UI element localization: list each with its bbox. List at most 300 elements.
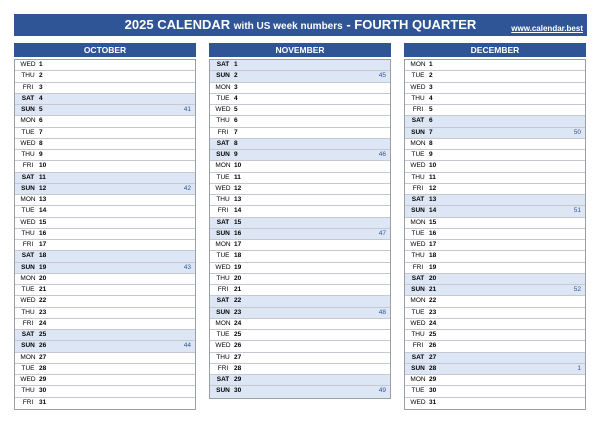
weekday-label: TUE xyxy=(411,229,425,237)
day-number: 3 xyxy=(429,83,433,91)
day-row xyxy=(210,375,390,386)
day-number: 18 xyxy=(429,252,437,260)
day-number: 2 xyxy=(39,72,43,80)
weekday-label: WED xyxy=(20,376,36,383)
day-row xyxy=(15,274,195,285)
day-list xyxy=(404,59,586,410)
day-row xyxy=(15,240,195,251)
weekday-label: FRI xyxy=(22,241,34,248)
day-number: 12 xyxy=(234,184,242,192)
day-row xyxy=(210,195,390,206)
weekday-label: THU xyxy=(216,274,230,282)
day-row xyxy=(210,263,390,274)
day-number: 24 xyxy=(234,319,242,327)
day-number: 4 xyxy=(234,94,238,102)
day-row xyxy=(405,319,585,330)
weekday-label: TUE xyxy=(216,94,230,102)
weekday-label: MON xyxy=(410,218,426,226)
day-row xyxy=(210,218,390,229)
day-number: 9 xyxy=(234,151,238,158)
day-number: 22 xyxy=(39,297,47,305)
week-number: 50 xyxy=(573,128,581,136)
calendar-header xyxy=(14,14,587,36)
day-number: 10 xyxy=(234,162,242,170)
weekday-label: TUE xyxy=(411,72,425,80)
weekday-label: FRI xyxy=(412,106,424,113)
day-row xyxy=(210,386,390,397)
weekday-label: SUN xyxy=(216,72,230,80)
weekday-label: SAT xyxy=(21,173,35,181)
day-row xyxy=(405,150,585,161)
day-row xyxy=(15,330,195,341)
day-number: 22 xyxy=(234,297,242,305)
weekday-label: MON xyxy=(410,139,426,147)
week-number: 49 xyxy=(378,387,386,395)
day-number: 9 xyxy=(429,151,433,158)
day-number: 18 xyxy=(234,252,242,260)
weekday-label: SUN xyxy=(411,364,425,372)
weekday-label: THU xyxy=(216,196,230,203)
day-number: 1 xyxy=(429,61,433,68)
weekday-label: TUE xyxy=(21,364,35,372)
day-row xyxy=(210,161,390,172)
day-row xyxy=(15,150,195,161)
day-number: 13 xyxy=(39,196,47,203)
day-row xyxy=(405,386,585,397)
weekday-label: TUE xyxy=(21,286,35,293)
day-row xyxy=(15,229,195,240)
weekday-label: SAT xyxy=(411,274,425,282)
weekday-label: SAT xyxy=(411,117,425,125)
day-row xyxy=(15,206,195,217)
day-number: 28 xyxy=(429,364,437,372)
day-number: 25 xyxy=(429,331,437,338)
weekday-label: MON xyxy=(410,61,426,68)
week-number: 42 xyxy=(183,184,191,192)
weekday-label: WED xyxy=(410,241,426,248)
day-number: 30 xyxy=(429,387,437,395)
day-number: 15 xyxy=(429,218,437,226)
day-row xyxy=(405,83,585,94)
day-number: 7 xyxy=(39,128,43,136)
day-number: 13 xyxy=(429,196,437,203)
day-row xyxy=(405,341,585,352)
weekday-label: MON xyxy=(20,274,36,282)
day-number: 3 xyxy=(39,83,43,91)
day-row xyxy=(405,398,585,409)
day-number: 18 xyxy=(39,252,47,260)
day-number: 3 xyxy=(234,83,238,91)
week-number: 47 xyxy=(378,229,386,237)
weekday-label: WED xyxy=(20,61,36,68)
weekday-label: SUN xyxy=(411,207,425,215)
week-number: 41 xyxy=(183,106,191,113)
weekday-label: TUE xyxy=(411,308,425,316)
weekday-label: WED xyxy=(215,184,231,192)
weekday-label: FRI xyxy=(22,398,34,406)
day-number: 7 xyxy=(234,128,238,136)
month-december xyxy=(404,43,586,410)
day-row xyxy=(15,251,195,262)
day-row xyxy=(210,353,390,364)
day-number: 9 xyxy=(39,151,43,158)
weekday-label: THU xyxy=(411,252,425,260)
day-number: 27 xyxy=(429,353,437,361)
weekday-label: MON xyxy=(20,196,36,203)
weekday-label: THU xyxy=(216,117,230,125)
weekday-label: FRI xyxy=(22,319,34,327)
day-row xyxy=(405,206,585,217)
weekday-label: SUN xyxy=(411,286,425,293)
day-row xyxy=(405,94,585,105)
day-row xyxy=(405,274,585,285)
week-number: 51 xyxy=(573,207,581,215)
day-row xyxy=(210,206,390,217)
day-row xyxy=(15,105,195,116)
day-number: 10 xyxy=(39,162,47,170)
day-row xyxy=(15,353,195,364)
day-number: 20 xyxy=(234,274,242,282)
weekday-label: MON xyxy=(410,376,426,383)
day-row xyxy=(210,60,390,71)
day-number: 20 xyxy=(429,274,437,282)
weekday-label: TUE xyxy=(21,207,35,215)
day-row xyxy=(210,319,390,330)
day-number: 16 xyxy=(234,229,242,237)
day-row xyxy=(210,274,390,285)
day-row xyxy=(210,184,390,195)
day-number: 19 xyxy=(234,263,242,271)
day-row xyxy=(210,240,390,251)
weekday-label: WED xyxy=(20,297,36,305)
day-list xyxy=(209,59,391,399)
day-number: 5 xyxy=(234,106,238,113)
day-row xyxy=(210,116,390,127)
day-row xyxy=(210,229,390,240)
day-number: 19 xyxy=(429,263,437,271)
day-number: 23 xyxy=(429,308,437,316)
weekday-label: TUE xyxy=(216,252,230,260)
weekday-label: THU xyxy=(21,387,35,395)
day-number: 17 xyxy=(39,241,47,248)
weekday-label: SAT xyxy=(216,297,230,305)
day-number: 24 xyxy=(429,319,437,327)
weekday-label: WED xyxy=(215,342,231,350)
day-row xyxy=(405,240,585,251)
weekday-label: SAT xyxy=(21,252,35,260)
day-number: 28 xyxy=(39,364,47,372)
day-number: 29 xyxy=(429,376,437,383)
day-row xyxy=(210,173,390,184)
day-number: 4 xyxy=(39,94,43,102)
day-number: 30 xyxy=(39,387,47,395)
day-number: 29 xyxy=(39,376,47,383)
weekday-label: SAT xyxy=(411,353,425,361)
weekday-label: SAT xyxy=(216,139,230,147)
weekday-label: SUN xyxy=(216,229,230,237)
day-number: 11 xyxy=(429,173,436,181)
day-row xyxy=(405,218,585,229)
week-number: 44 xyxy=(183,342,191,350)
weekday-label: SUN xyxy=(411,128,425,136)
weekday-label: FRI xyxy=(217,128,229,136)
weekday-label: MON xyxy=(410,297,426,305)
day-row xyxy=(15,94,195,105)
website-link[interactable]: www.calendar.best xyxy=(511,24,583,33)
day-row xyxy=(405,308,585,319)
day-row xyxy=(15,71,195,82)
day-number: 29 xyxy=(234,376,242,383)
weekday-label: FRI xyxy=(217,207,229,215)
day-number: 23 xyxy=(234,308,242,316)
day-row xyxy=(405,60,585,71)
day-number: 7 xyxy=(429,128,433,136)
weekday-label: WED xyxy=(215,106,231,113)
day-number: 27 xyxy=(234,353,242,361)
day-row xyxy=(210,330,390,341)
day-number: 30 xyxy=(234,387,242,395)
weekday-label: MON xyxy=(215,162,231,170)
day-number: 21 xyxy=(429,286,437,293)
page-title xyxy=(14,17,587,32)
weekday-label: SUN xyxy=(21,106,35,113)
day-row xyxy=(15,173,195,184)
day-row xyxy=(15,83,195,94)
day-number: 8 xyxy=(429,139,433,147)
weekday-label: SUN xyxy=(216,387,230,395)
weekday-label: WED xyxy=(20,139,36,147)
title-subtitle: with US week numbers xyxy=(233,21,343,32)
weekday-label: WED xyxy=(410,398,426,406)
day-number: 1 xyxy=(234,61,238,68)
day-number: 14 xyxy=(39,207,47,215)
weekday-label: FRI xyxy=(22,83,34,91)
weekday-label: THU xyxy=(411,331,425,338)
day-row xyxy=(405,375,585,386)
weekday-label: FRI xyxy=(412,342,424,350)
month-october xyxy=(14,43,196,410)
weekday-label: TUE xyxy=(216,331,230,338)
week-number: 52 xyxy=(573,286,581,293)
day-number: 25 xyxy=(39,331,47,338)
weekday-label: SAT xyxy=(216,218,230,226)
day-row xyxy=(210,128,390,139)
day-row xyxy=(15,285,195,296)
day-row xyxy=(15,263,195,274)
weekday-label: WED xyxy=(410,83,426,91)
month-header: OCTOBER xyxy=(14,43,196,57)
day-number: 11 xyxy=(39,173,46,181)
day-row xyxy=(405,105,585,116)
week-number: 48 xyxy=(378,308,386,316)
weekday-label: THU xyxy=(411,173,425,181)
week-number: 46 xyxy=(378,151,386,158)
day-row xyxy=(210,296,390,307)
day-row xyxy=(405,251,585,262)
day-number: 19 xyxy=(39,263,47,271)
day-row xyxy=(405,364,585,375)
day-number: 5 xyxy=(429,106,433,113)
weekday-label: SAT xyxy=(411,196,425,203)
weekday-label: WED xyxy=(215,263,231,271)
day-row xyxy=(15,218,195,229)
day-number: 12 xyxy=(429,184,437,192)
day-row xyxy=(210,150,390,161)
weekday-label: THU xyxy=(21,229,35,237)
weekday-label: FRI xyxy=(22,162,34,170)
weekday-label: TUE xyxy=(216,173,230,181)
day-number: 20 xyxy=(39,274,47,282)
day-row xyxy=(15,386,195,397)
day-row xyxy=(15,60,195,71)
day-row xyxy=(405,139,585,150)
weekday-label: SUN xyxy=(21,184,35,192)
day-number: 14 xyxy=(429,207,437,215)
day-number: 2 xyxy=(234,72,238,80)
day-row xyxy=(210,308,390,319)
day-row xyxy=(210,83,390,94)
day-number: 17 xyxy=(429,241,437,248)
day-number: 27 xyxy=(39,353,47,361)
day-row xyxy=(15,364,195,375)
weekday-label: MON xyxy=(20,353,36,361)
day-number: 26 xyxy=(234,342,242,350)
day-number: 24 xyxy=(39,319,47,327)
day-number: 16 xyxy=(429,229,437,237)
weekday-label: TUE xyxy=(411,151,425,158)
day-row xyxy=(15,116,195,127)
weekday-label: SUN xyxy=(21,342,35,350)
day-row xyxy=(210,251,390,262)
weekday-label: MON xyxy=(215,83,231,91)
weekday-label: SAT xyxy=(21,94,35,102)
month-november xyxy=(209,43,391,399)
weekday-label: SAT xyxy=(216,61,230,68)
weekday-label: SUN xyxy=(216,151,230,158)
day-row xyxy=(405,116,585,127)
day-row xyxy=(15,375,195,386)
weekday-label: MON xyxy=(20,117,36,125)
day-list xyxy=(14,59,196,410)
day-row xyxy=(210,94,390,105)
day-number: 16 xyxy=(39,229,47,237)
day-number: 25 xyxy=(234,331,242,338)
day-number: 8 xyxy=(234,139,238,147)
weekday-label: SUN xyxy=(216,308,230,316)
weekday-label: WED xyxy=(20,218,36,226)
title-quarter: - FOURTH QUARTER xyxy=(346,17,477,32)
weekday-label: SUN xyxy=(21,263,35,271)
weekday-label: MON xyxy=(215,241,231,248)
weekday-label: WED xyxy=(410,319,426,327)
day-number: 5 xyxy=(39,106,43,113)
day-number: 21 xyxy=(234,286,242,293)
weekday-label: TUE xyxy=(21,128,35,136)
weekday-label: SAT xyxy=(216,376,230,383)
day-number: 28 xyxy=(234,364,242,372)
weekday-label: TUE xyxy=(411,387,425,395)
weekday-label: THU xyxy=(21,72,35,80)
day-row xyxy=(405,195,585,206)
day-number: 26 xyxy=(429,342,437,350)
day-number: 26 xyxy=(39,342,47,350)
weekday-label: WED xyxy=(410,162,426,170)
day-row xyxy=(405,353,585,364)
day-number: 31 xyxy=(429,398,437,406)
day-row xyxy=(405,296,585,307)
day-row xyxy=(210,105,390,116)
day-row xyxy=(15,341,195,352)
day-number: 15 xyxy=(39,218,47,226)
day-number: 6 xyxy=(234,117,238,125)
weekday-label: SAT xyxy=(21,331,35,338)
day-row xyxy=(405,173,585,184)
day-row xyxy=(15,139,195,150)
day-row xyxy=(15,319,195,330)
day-number: 10 xyxy=(429,162,437,170)
day-number: 8 xyxy=(39,139,43,147)
day-row xyxy=(15,308,195,319)
weekday-label: FRI xyxy=(217,364,229,372)
week-number: 43 xyxy=(183,263,191,271)
day-number: 1 xyxy=(39,61,43,68)
day-row xyxy=(210,71,390,82)
day-row xyxy=(405,285,585,296)
weekday-label: THU xyxy=(216,353,230,361)
day-row xyxy=(15,296,195,307)
day-row xyxy=(405,184,585,195)
day-row xyxy=(405,330,585,341)
day-number: 6 xyxy=(39,117,43,125)
day-row xyxy=(405,128,585,139)
day-number: 12 xyxy=(39,184,47,192)
day-row xyxy=(15,195,195,206)
weekday-label: FRI xyxy=(412,263,424,271)
day-row xyxy=(405,71,585,82)
day-number: 6 xyxy=(429,117,433,125)
day-row xyxy=(210,341,390,352)
day-number: 31 xyxy=(39,398,47,406)
weekday-label: THU xyxy=(21,308,35,316)
day-row xyxy=(15,161,195,172)
day-number: 14 xyxy=(234,207,242,215)
day-row xyxy=(15,184,195,195)
weekday-label: THU xyxy=(411,94,425,102)
day-row xyxy=(210,364,390,375)
weekday-label: FRI xyxy=(217,286,229,293)
day-number: 17 xyxy=(234,241,242,248)
weekday-label: THU xyxy=(21,151,35,158)
day-number: 21 xyxy=(39,286,47,293)
week-number: 45 xyxy=(378,72,386,80)
day-number: 13 xyxy=(234,196,242,203)
month-header: DECEMBER xyxy=(404,43,586,57)
day-number: 23 xyxy=(39,308,47,316)
title-main: 2025 CALENDAR xyxy=(124,17,231,32)
day-number: 4 xyxy=(429,94,433,102)
day-row xyxy=(210,139,390,150)
week-number: 1 xyxy=(577,364,581,372)
day-number: 22 xyxy=(429,297,437,305)
day-row xyxy=(405,161,585,172)
day-row xyxy=(405,263,585,274)
weekday-label: FRI xyxy=(412,184,424,192)
day-row xyxy=(15,398,195,409)
day-row xyxy=(15,128,195,139)
day-row xyxy=(405,229,585,240)
day-number: 11 xyxy=(234,173,241,181)
day-row xyxy=(210,285,390,296)
